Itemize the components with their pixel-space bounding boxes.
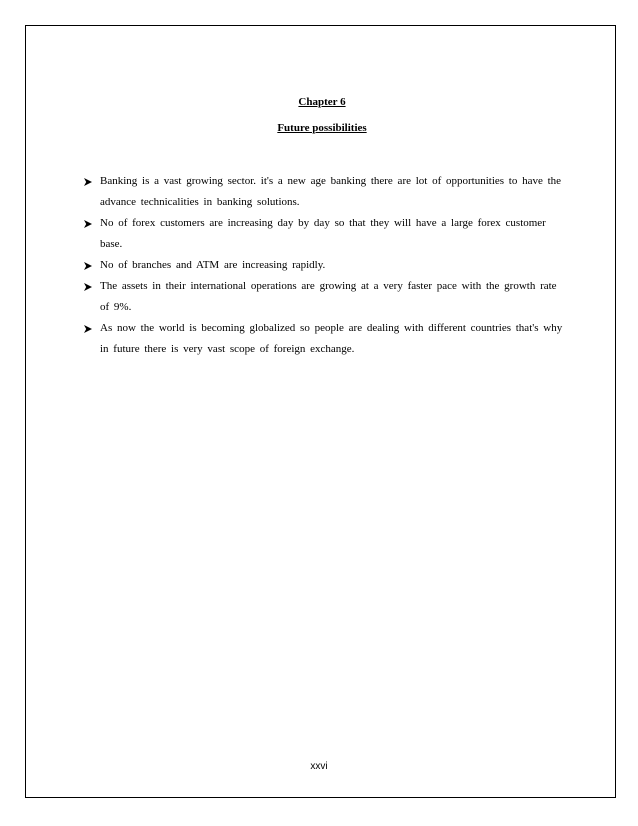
page-border xyxy=(25,25,616,798)
list-item xyxy=(83,171,568,213)
chapter-title: Future possibilities xyxy=(277,122,367,134)
list-item xyxy=(83,318,568,360)
chapter-number: Chapter 6 xyxy=(298,96,346,108)
arrowhead-bullet-icon xyxy=(83,276,95,297)
page-number: xxvi xyxy=(310,761,328,772)
list-item xyxy=(83,255,568,276)
list-item-text: Banking is a vast growing sector. it's a new age banking there are lot of opportunities to have the advance technicalities in banking solutions. xyxy=(100,175,562,208)
list-item-text: As now the world is becoming globalized so people are dealing with different countries that's why in future there is very vast scope of foreign exchange. xyxy=(100,322,563,355)
list-item xyxy=(83,276,568,318)
arrowhead-bullet-icon xyxy=(83,318,95,339)
arrowhead-bullet-icon xyxy=(83,171,95,192)
arrowhead-bullet-icon xyxy=(83,255,95,276)
list-item-text: No of forex customers are increasing day by day so that they will have a large forex customer base. xyxy=(100,217,546,250)
list-item xyxy=(83,213,568,255)
future-possibilities-list xyxy=(83,171,568,360)
list-item-text: No of branches and ATM are increasing rapidly. xyxy=(100,259,326,271)
list-item-text: The assets in their international operations are growing at a very faster pace with the growth rate of 9%. xyxy=(100,280,557,313)
arrowhead-bullet-icon xyxy=(83,213,95,234)
